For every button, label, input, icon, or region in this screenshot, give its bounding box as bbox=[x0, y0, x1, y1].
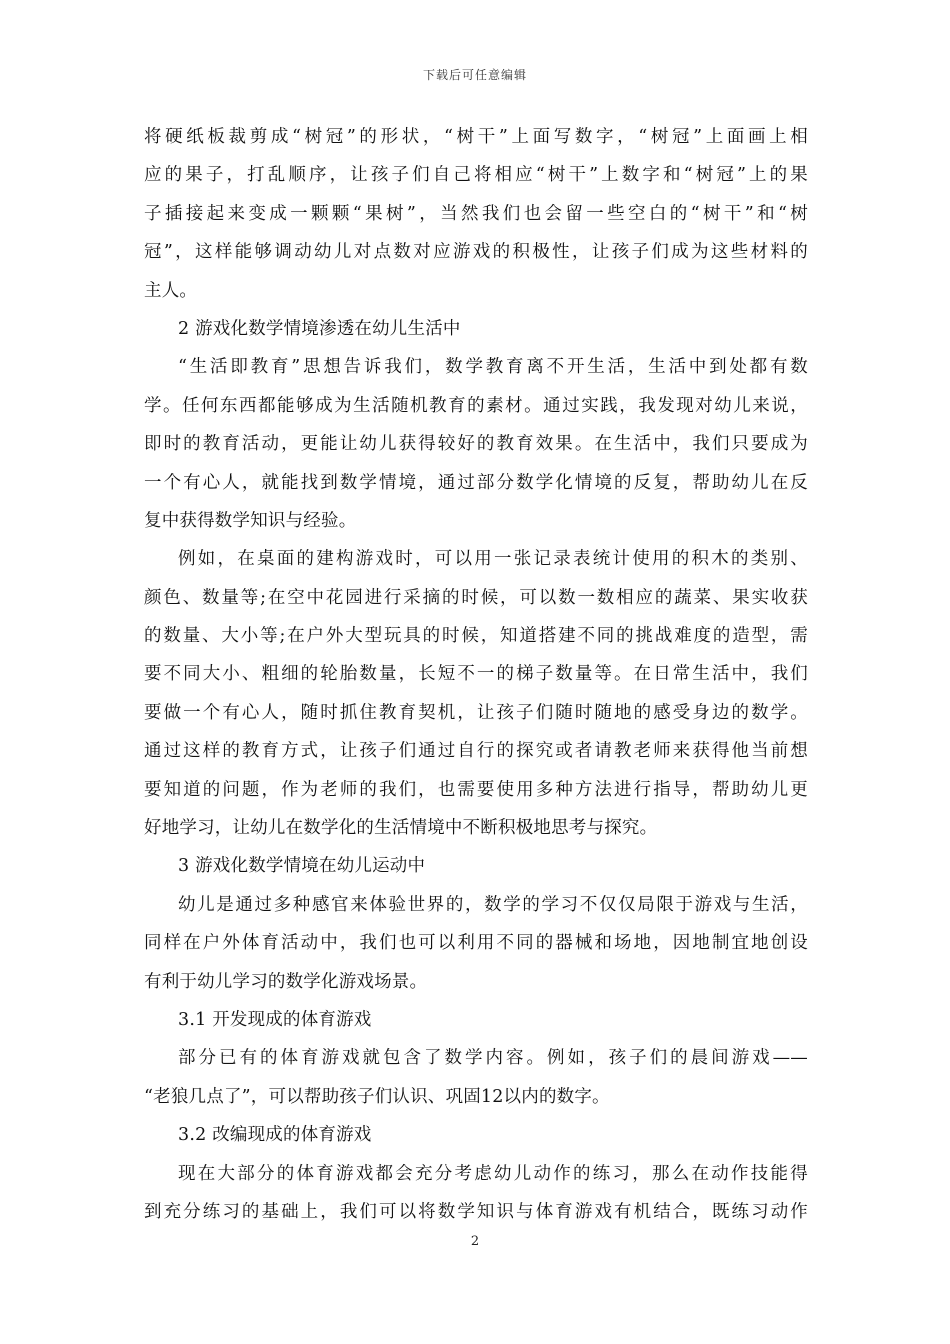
text-line: 复中获得数学知识与经验。 bbox=[144, 510, 357, 531]
section-heading: 3 游戏化数学情境在幼儿运动中 bbox=[178, 856, 426, 877]
text-line: 现在大部分的体育游戏都会充分考虑幼儿动作的练习，那么在动作技能得 bbox=[178, 1163, 808, 1184]
text-line: 有利于幼儿学习的数学化游戏场景。 bbox=[144, 971, 428, 992]
text-line: 同样在户外体育活动中，我们也可以利用不同的器械和场地，因地制宜地创设 bbox=[144, 933, 808, 954]
text-line: 幼儿是通过多种感官来体验世界的，数学的学习不仅仅局限于游戏与生活， bbox=[178, 894, 808, 915]
text-line: 冠”，这样能够调动幼儿对点数对应游戏的积极性，让孩子们成为这些材料的 bbox=[144, 242, 808, 263]
text-line: 主人。 bbox=[144, 280, 198, 301]
section-heading: 2 游戏化数学情境渗透在幼儿生活中 bbox=[178, 318, 461, 339]
section-heading: 3.1 开发现成的体育游戏 bbox=[178, 1009, 372, 1030]
text-line: 部分已有的体育游戏就包含了数学内容。例如，孩子们的晨间游戏—— bbox=[178, 1048, 808, 1069]
text-line: 将硬纸板裁剪成“树冠”的形状，“树干”上面写数字，“树冠”上面画上相 bbox=[144, 127, 808, 147]
text-line: 即时的教育活动，更能让幼儿获得较好的教育效果。在生活中，我们只要成为 bbox=[144, 434, 808, 455]
page-number: 2 bbox=[470, 1234, 480, 1249]
page-header: 下载后可任意编辑 bbox=[422, 68, 527, 82]
text-line: 一个有心人，就能找到数学情境，通过部分数学化情境的反复，帮助幼儿在反 bbox=[144, 472, 808, 493]
text-line: 学。任何东西都能够成为生活随机教育的素材。通过实践，我发现对幼儿来说， bbox=[144, 395, 808, 416]
text-line: 要知道的问题，作为老师的我们，也需要使用多种方法进行指导，帮助幼儿更 bbox=[144, 779, 808, 800]
section-heading: 3.2 改编现成的体育游戏 bbox=[178, 1125, 372, 1146]
text-line: “生活即教育”思想告诉我们，数学教育离不开生活，生活中到处都有数 bbox=[178, 357, 808, 378]
text-line: 子插接起来变成一颗颗“果树”，当然我们也会留一些空白的“树干”和“树 bbox=[144, 203, 808, 224]
text-line: 通过这样的教育方式，让孩子们通过自行的探究或者请教老师来获得他当前想 bbox=[144, 741, 808, 762]
text-line: 例如，在桌面的建构游戏时，可以用一张记录表统计使用的积木的类别、 bbox=[178, 549, 808, 570]
text-line: 应的果子，打乱顺序，让孩子们自己将相应“树干”上数字和“树冠”上的果 bbox=[144, 165, 808, 186]
text-line: 要不同大小、粗细的轮胎数量，长短不一的梯子数量等。在日常生活中，我们 bbox=[144, 664, 808, 685]
text-line: 颜色、数量等;在空中花园进行采摘的时候，可以数一数相应的蔬菜、果实收获 bbox=[144, 587, 808, 608]
text-line: 要做一个有心人，随时抓住教育契机，让孩子们随时随地的感受身边的数学。 bbox=[144, 702, 808, 723]
text-line: 的数量、大小等;在户外大型玩具的时候，知道搭建不同的挑战难度的造型，需 bbox=[144, 626, 808, 647]
document-body bbox=[144, 118, 808, 1231]
text-line: “老狼几点了”，可以帮助孩子们认识、巩固12以内的数字。 bbox=[144, 1086, 610, 1107]
text-line: 到充分练习的基础上，我们可以将数学知识与体育游戏有机结合，既练习动作 bbox=[144, 1201, 808, 1222]
text-line: 好地学习，让幼儿在数学化的生活情境中不断积极地思考与探究。 bbox=[144, 818, 658, 839]
